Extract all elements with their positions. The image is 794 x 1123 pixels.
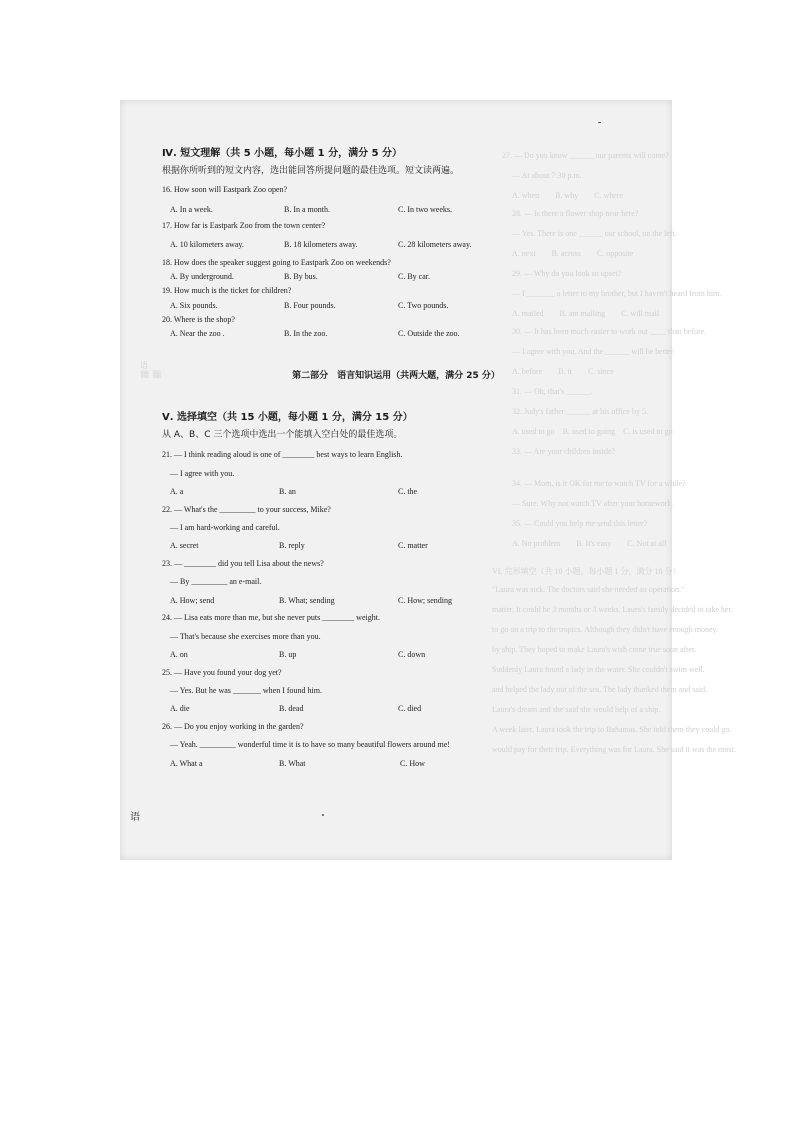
question-26: 26. — Do you enjoy working in the garden? xyxy=(162,722,304,731)
bleed-through: VI. 完形填空（共 10 小题，每小题 1 分，满分 10 分） xyxy=(492,567,681,576)
bleed-through: 31. — Oh, that's ______. xyxy=(512,387,593,396)
option-24-c: C. down xyxy=(398,650,426,659)
bleed-through: — I agree with you. And the ______ will be better. xyxy=(512,347,676,356)
option-25-a: A. die xyxy=(170,704,190,713)
question-23-response: — By _________ an e-mail. xyxy=(170,577,262,586)
option-19-b: B. Four pounds. xyxy=(284,301,336,310)
bleed-through: by ship. They hoped to make Laura's wish come true soon after. xyxy=(492,645,697,654)
scanned-exam-page xyxy=(120,100,736,860)
bleed-through: Suddenly Laura found a lady in the water. She couldn't swim well. xyxy=(492,665,705,674)
bleed-through: "Laura was sick. The doctors said she needed an operation." xyxy=(492,585,685,594)
question-19: 19. How much is the ticket for children? xyxy=(162,286,292,295)
bleed-through: 30. — It has been much easier to work out ____ than before. xyxy=(512,327,707,336)
bleed-through: A. when B. why C. where xyxy=(512,191,624,200)
bleed-through: — Yes. There is one ______ our school, on the left. xyxy=(512,229,677,238)
option-23-c: C. How; sending xyxy=(398,596,452,605)
part-2-title: 第二部分 语言知识运用（共两大题，满分 25 分） xyxy=(292,371,500,381)
option-26-b: B. What xyxy=(279,759,306,768)
option-21-a: A. a xyxy=(170,487,184,496)
option-17-b: B. 18 kilometers away. xyxy=(284,240,358,249)
bleed-through: and helped the lady out of the sea. The lady thanked them and said. xyxy=(492,685,708,694)
question-25-response: — Yes. But he was _______ when I found him. xyxy=(170,686,322,695)
question-21: 21. — I think reading aloud is one of ________ best ways to learn English. xyxy=(162,450,403,459)
option-16-a: A. In a week. xyxy=(170,205,213,214)
bleed-through: — Sure. Why not watch TV after your homework. xyxy=(512,499,674,508)
section-5-title: Ⅴ. 选择填空（共 15 小题，每小题 1 分，满分 15 分） xyxy=(162,412,413,423)
option-23-b: B. What; sending xyxy=(279,596,335,605)
bleed-through: ▦ ▦ xyxy=(140,369,162,380)
bleed-through: 33. — Are your children inside? xyxy=(512,447,616,456)
question-25: 25. — Have you found your dog yet? xyxy=(162,668,282,677)
bleed-through: 32. Judy's father ______ at his office by 5. xyxy=(512,407,648,416)
option-22-b: B. reply xyxy=(279,541,305,550)
question-23: 23. — ________ did you tell Lisa about the news? xyxy=(162,559,324,568)
option-22-c: C. matter xyxy=(398,541,428,550)
question-16: 16. How soon will Eastpark Zoo open? xyxy=(162,185,288,194)
question-20: 20. Where is the shop? xyxy=(162,315,235,324)
option-16-b: B. In a month. xyxy=(284,205,330,214)
speck xyxy=(322,814,324,816)
question-18: 18. How does the speaker suggest going to Eastpark Zoo on weekends? xyxy=(162,258,391,267)
section-5-instruction: 从 A、B、C 三个选项中选出一个能填入空白处的最佳选项。 xyxy=(162,430,403,440)
option-20-c: C. Outside the zoo. xyxy=(398,329,460,338)
bleed-through: 35. — Could you help me send this letter? xyxy=(512,519,648,528)
bleed-through: 34. — Mom, is it OK for me to watch TV for a while? xyxy=(512,479,686,488)
question-24-response: — That's because she exercises more than you. xyxy=(170,632,321,641)
bleed-through: 28. — Is there a flower shop near here? xyxy=(512,209,639,218)
option-20-a: A. Near the zoo . xyxy=(170,329,225,338)
bleed-through: would pay for their trip. Everything was for Laura. She said it was the most. xyxy=(492,745,736,754)
option-19-c: C. Two pounds. xyxy=(398,301,449,310)
option-18-c: C. By car. xyxy=(398,272,430,281)
bleed-through: A. No problem B. It's easy C. Not at all xyxy=(512,539,667,548)
option-16-c: C. In two weeks. xyxy=(398,205,452,214)
option-17-a: A. 10 kilometers away. xyxy=(170,240,244,249)
bleed-through: — At about 7:30 p.m. xyxy=(512,171,582,180)
bleed-through: to go on a trip to the tropics. Although they didn't have enough money. xyxy=(492,625,718,634)
bleed-through: A week later, Laura took the trip to Bahamas. She told them they could go. xyxy=(492,725,732,734)
speck xyxy=(598,122,601,123)
question-17: 17. How far is Eastpark Zoo from the town center? xyxy=(162,221,326,230)
option-23-a: A. How; send xyxy=(170,596,215,605)
option-25-c: C. died xyxy=(398,704,422,713)
option-21-b: B. an xyxy=(279,487,296,496)
question-22-response: — I am hard-working and careful. xyxy=(170,523,280,532)
option-20-b: B. In the zoo. xyxy=(284,329,328,338)
question-26-response: — Yeah. _________ wonderful time it is to have so many beautiful flowers around me! xyxy=(170,740,450,749)
option-18-a: A. By underground. xyxy=(170,272,234,281)
bleed-through: A. mailed B. am mailing C. will mail xyxy=(512,309,660,318)
option-18-b: B. By bus. xyxy=(284,272,318,281)
option-25-b: B. dead xyxy=(279,704,304,713)
option-22-a: A. secret xyxy=(170,541,199,550)
option-24-a: A. on xyxy=(170,650,188,659)
bleed-through: 29. — Why do you look so upset? xyxy=(512,269,622,278)
bleed-through: A. used to go B. used to going C. is used to go xyxy=(512,427,673,436)
section-4-instruction: 根据你所听到的短文内容，选出能回答所提问题的最佳选项。短文读两遍。 xyxy=(162,166,460,176)
option-24-b: B. up xyxy=(279,650,297,659)
bleed-through: A. before B. it C. since xyxy=(512,367,614,376)
bleed-through: A. next B. across C. opposite xyxy=(512,249,634,258)
question-22: 22. — What's the _________ to your success, Mike? xyxy=(162,505,331,514)
question-21-response: — I agree with you. xyxy=(170,469,235,478)
bleed-through: 语 xyxy=(140,361,148,370)
bleed-through: matter. It could be 3 months or 3 weeks. Laura's family decided to take her. xyxy=(492,605,733,614)
bleed-through: Laura's dream and she said she would help of a ship. xyxy=(492,705,661,714)
option-19-a: A. Six pounds. xyxy=(170,301,218,310)
page-footer: 语 xyxy=(130,812,140,823)
option-26-c: C. How xyxy=(400,759,425,768)
option-17-c: C. 28 kilometers away. xyxy=(398,240,472,249)
option-21-c: C. the xyxy=(398,487,418,496)
option-26-a: A. What a xyxy=(170,759,203,768)
bleed-through: — I _______ a letter to my brother, but I haven't heard from him. xyxy=(512,289,722,298)
question-24: 24. — Lisa eats more than me, but she never puts ________ weight. xyxy=(162,613,380,622)
bleed-through: 27. — Do you know ______ our parents will come? xyxy=(502,151,669,160)
section-4-title: Ⅳ. 短文理解（共 5 小题，每小题 1 分，满分 5 分） xyxy=(162,148,403,159)
